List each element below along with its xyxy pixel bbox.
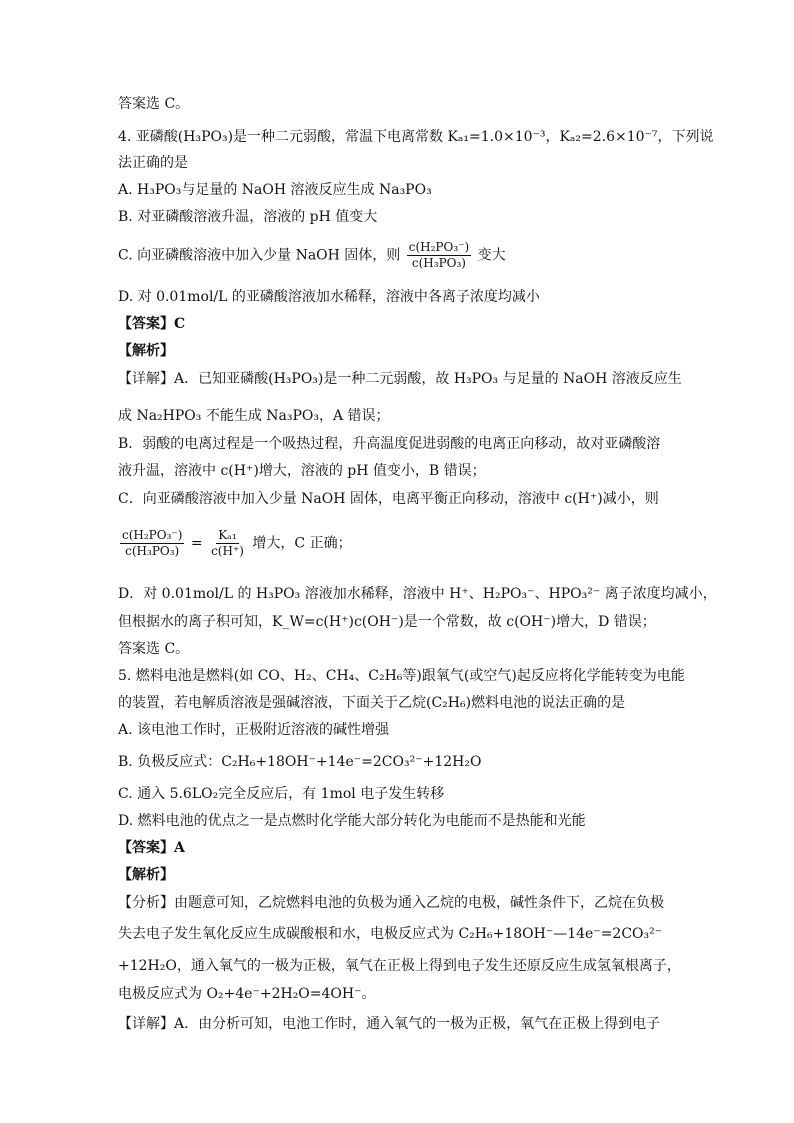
text-line: B. 对亚磷酸溶液升温，溶液的 pH 值变大 (118, 209, 378, 225)
detail-c-fraction-right (209, 528, 246, 559)
fraction-numerator: c(H₂PO₃⁻) (408, 240, 470, 254)
equals-sign: = (190, 535, 203, 552)
option-c-prefix: C. 向亚磷酸溶液中加入少量 NaOH 固体，则 (118, 247, 401, 264)
detail-c-formula-line (118, 528, 694, 559)
fraction-numerator: c(H₂PO₃⁻) (122, 528, 183, 542)
text-line: 【分析】由题意可知，乙烷燃料电池的负极为通入乙烷的电极，碱性条件下，乙烷在负极 (118, 895, 664, 911)
detail-c-suffix: 增大，C 正确； (252, 535, 352, 552)
text-line: 失去电子发生氧化反应生成碳酸根和水，电极反应式为 C₂H₆+18OH⁻—14e⁻=2CO₃²⁻ (118, 926, 663, 942)
text-line: 成 Na₂HPO₃ 不能生成 Na₃PO₃，A 错误； (118, 408, 390, 424)
text-line: 法正确的是 (118, 155, 188, 171)
text-line: A. H₃PO₃与足量的 NaOH 溶液反应生成 Na₃PO₃ (118, 182, 432, 198)
detail-c-fraction-left (120, 528, 184, 559)
text-line: B. 负极反应式：C₂H₆+18OH⁻+14e⁻=2CO₃²⁻+12H₂O (118, 754, 482, 770)
text-line: 5. 燃料电池是燃料(如 CO、H₂、CH₄、C₂H₆等)跟氧气(或空气)起反应将化学能转变为电能 (118, 668, 685, 684)
text-line: 液升温，溶液中 c(H⁺)增大，溶液的 pH 值变小，B 错误； (118, 463, 486, 479)
text-line: 的装置，若电解质溶液是强碱溶液，下面关于乙烷(C₂H₆)燃料电池的说法正确的是 (118, 695, 626, 711)
text-line: C. 通入 5.6LO₂完全反应后，有 1mol 电子发生转移 (118, 786, 445, 802)
fraction-numerator: Kₐ₁ (218, 528, 237, 542)
text-line: D. 对 0.01mol/L 的亚磷酸溶液加水稀释，溶液中各离子浓度均减小 (118, 289, 540, 305)
text-line: +12H₂O，通入氧气的一极为正极，氧气在正极上得到电子发生还原反应生成氢氧根离子， (118, 958, 681, 974)
text-line: 【解析】 (118, 867, 174, 883)
option-c-suffix: 变大 (477, 247, 506, 264)
text-line: 【答案】C (118, 316, 186, 332)
text-line: D．对 0.01mol/L 的 H₃PO₃ 溶液加水稀释，溶液中 H⁺、H₂PO₃⁻、HPO₃²⁻ 离子浓度均减小， (118, 586, 717, 602)
text-line: 【答案】A (118, 840, 185, 856)
fraction-denominator: c(H₃PO₃) (125, 544, 180, 558)
text-line: 电极反应式为 O₂+4e⁻+2H₂O=4OH⁻。 (118, 986, 376, 1002)
text-line: 答案选 C。 (118, 96, 190, 112)
option-c-fraction (407, 240, 471, 271)
text-line: D. 燃料电池的优点之一是点燃时化学能大部分转化为电能而不是热能和光能 (118, 813, 586, 829)
text-line: 4. 亚磷酸(H₃PO₃)是一种二元弱酸，常温下电离常数 Kₐ₁=1.0×10⁻³，Kₐ₂=2.6×10⁻⁷，下列说 (118, 129, 714, 145)
text-line: B．弱酸的电离过程是一个吸热过程，升高温度促进弱酸的电离正向移动，故对亚磷酸溶 (118, 436, 661, 452)
text-line: C．向亚磷酸溶液中加入少量 NaOH 固体，电离平衡正向移动，溶液中 c(H⁺)减小，则 (118, 491, 659, 507)
text-line: 【详解】A．由分析可知，电池工作时，通入氧气的一极为正极，氧气在正极上得到电子 (118, 1016, 661, 1032)
fraction-denominator: c(H₃PO₃) (411, 256, 466, 270)
text-line: 【解析】 (118, 343, 174, 359)
fraction-denominator: c(H⁺) (211, 544, 244, 558)
option-c-line (118, 240, 694, 271)
text-line: A. 该电池工作时，正极附近溶液的碱性增强 (118, 722, 390, 738)
text-line: 答案选 C。 (118, 641, 190, 657)
text-line: 但根据水的离子积可知，K_W=c(H⁺)c(OH⁻)是一个常数，故 c(OH⁻)增大，D 错误； (118, 614, 656, 630)
text-line: 【详解】A．已知亚磷酸(H₃PO₃)是一种二元弱酸，故 H₃PO₃ 与足量的 NaOH 溶液反应生 (118, 371, 682, 387)
